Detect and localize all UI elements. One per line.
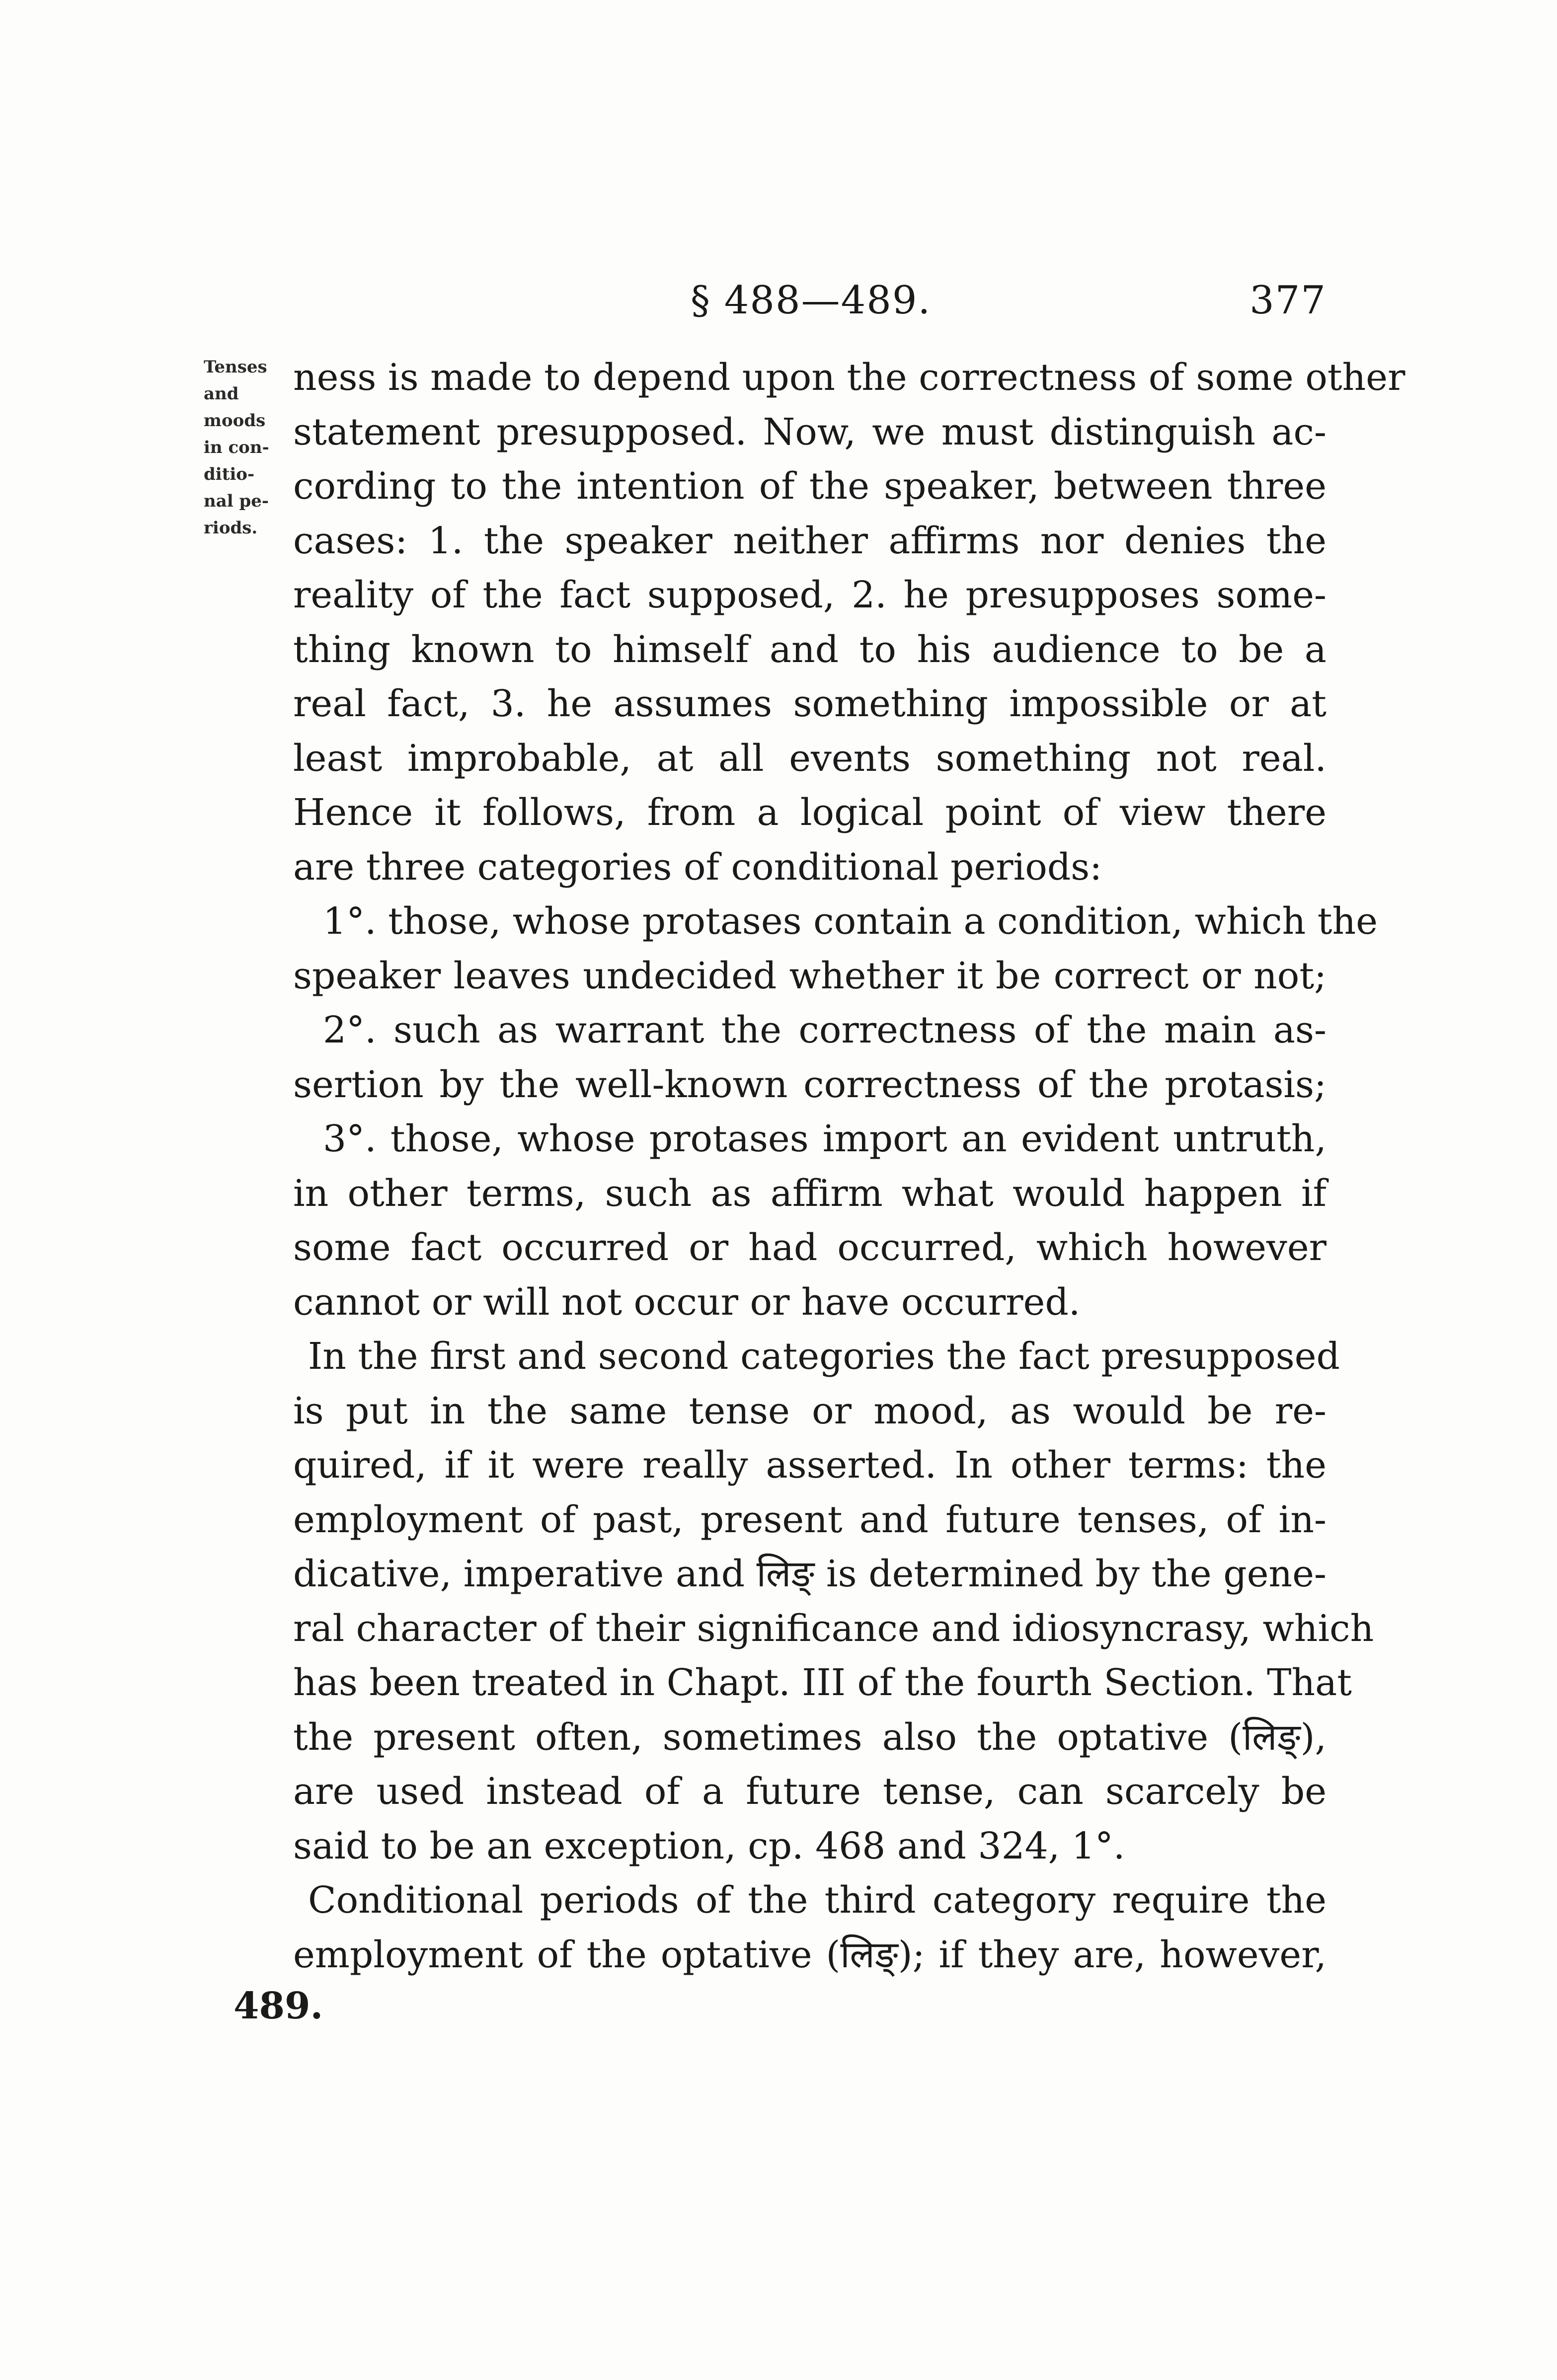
margin-note-line: nal pe- [204, 491, 269, 511]
text-line: has been treated in Chapt. III of the fourth Section. That [293, 1661, 1352, 1704]
text-line: is put in the same tense or mood, as would be re- [293, 1389, 1326, 1432]
text-line: statement presupposed. Now, we must distinguish ac- [293, 410, 1326, 453]
text-line: cording to the intention of the speaker, between three [293, 465, 1326, 508]
text-line: cases: 1. the speaker neither affirms nor denies the [293, 519, 1326, 562]
margin-note-line: and [204, 384, 239, 404]
text-line: 1°. those, whose protases contain a condition, which the [323, 900, 1378, 943]
margin-note-line: riods. [204, 518, 258, 538]
text-line: ral character of their significance and idiosyncrasy, which [293, 1607, 1374, 1650]
text-line: Conditional periods of the third category require the [308, 1879, 1326, 1922]
text-line: in other terms, such as affirm what would happen if [293, 1172, 1326, 1215]
running-header [293, 278, 1326, 333]
text-line: reality of the fact supposed, 2. he presupposes some- [293, 574, 1326, 616]
text-line: Hence it follows, from a logical point of view there [293, 791, 1326, 834]
text-line: dicative, imperative and लिङ् is determined by the gene- [293, 1553, 1326, 1595]
text-line: least improbable, at all events something not real. [293, 737, 1326, 780]
text-line: said to be an exception, cp. 468 and 324, 1°. [293, 1824, 1125, 1867]
text-line: 3°. those, whose protases import an evident untruth, [323, 1117, 1326, 1160]
text-line: quired, if it were really asserted. In other terms: the [293, 1444, 1326, 1487]
paragraph-number: 489. [234, 1985, 323, 2027]
text-line: employment of past, present and future tenses, of in- [293, 1498, 1326, 1541]
text-line: In the first and second categories the fact presupposed [308, 1335, 1340, 1378]
text-line: employment of the optative (लिङ्); if they are, however, [293, 1933, 1326, 1976]
text-line: cannot or will not occur or have occurred. [293, 1280, 1081, 1324]
text-line: sertion by the well-known correctness of the protasis; [293, 1063, 1326, 1106]
text-line: the present often, sometimes also the optative (लिङ्), [293, 1715, 1326, 1759]
text-line: 2°. such as warrant the correctness of the main as- [323, 1009, 1326, 1051]
text-line: are used instead of a future tense, can scarcely be [293, 1770, 1326, 1813]
text-line: are three categories of conditional periods: [293, 845, 1102, 889]
text-line: real fact, 3. he assumes something impossible or at [293, 682, 1326, 725]
margin-note [204, 354, 288, 541]
text-line: ness is made to depend upon the correctness of some other [293, 356, 1405, 399]
page-number: 377 [1249, 278, 1326, 323]
margin-note-line: Tenses [204, 357, 267, 377]
margin-note-line: ditio- [204, 464, 255, 484]
body-text [293, 351, 1405, 1982]
text-line: speaker leaves undecided whether it be correct or not; [293, 954, 1326, 997]
margin-note-line: moods [204, 411, 266, 431]
margin-note-line: in con- [204, 438, 269, 457]
text-line: some fact occurred or had occurred, which however [293, 1226, 1326, 1269]
section-reference: § 488—489. [691, 278, 932, 323]
text-line: thing known to himself and to his audience to be a [293, 628, 1326, 671]
